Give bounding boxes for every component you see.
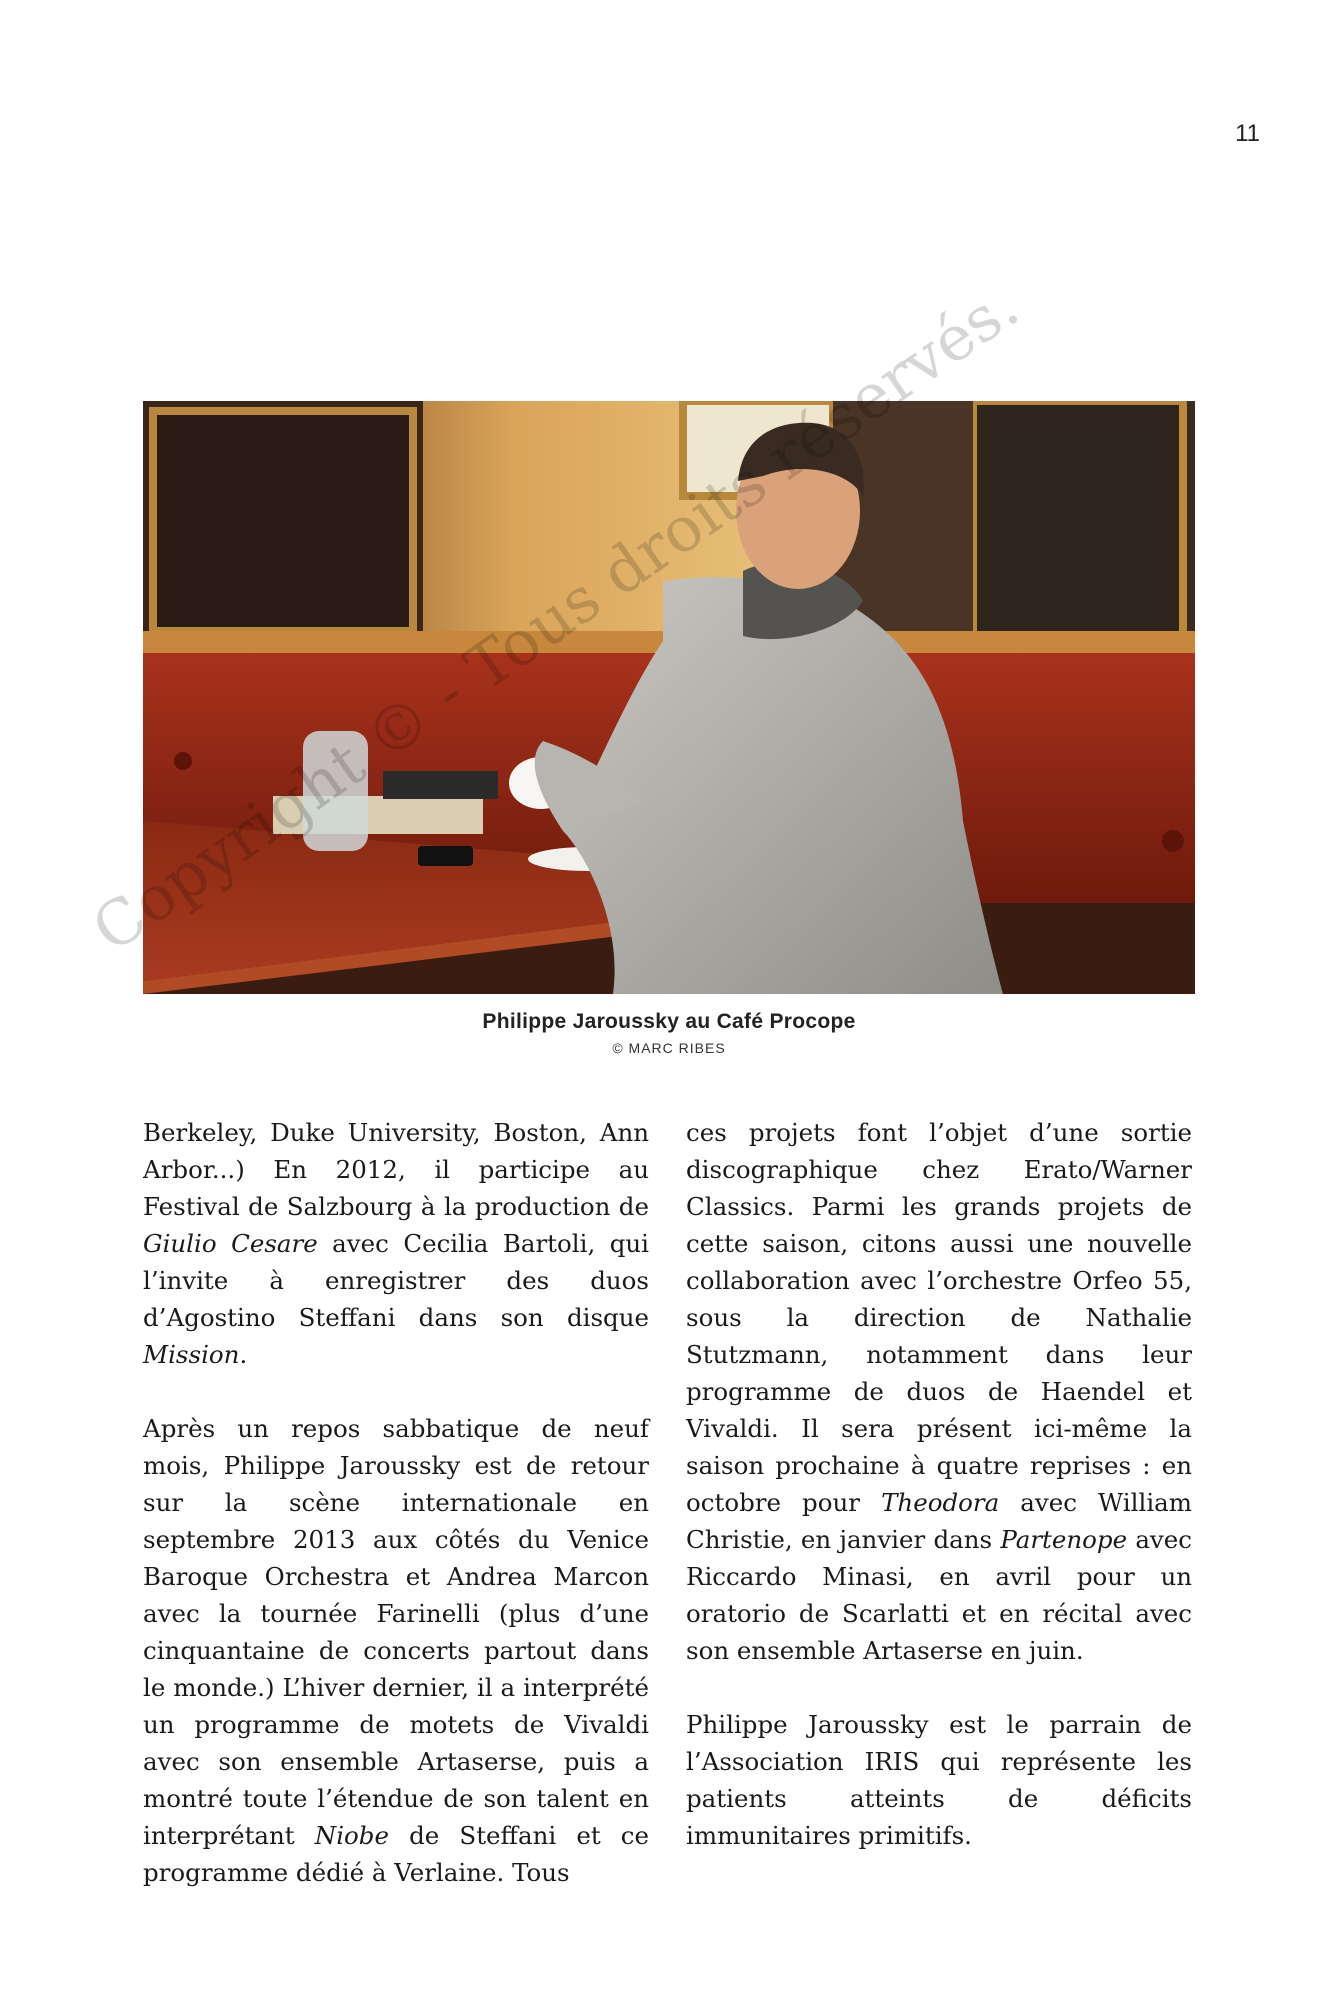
text-run: Berkeley, Duke University, Boston, Ann Arbor...) En 2012, il participe au Festival de Salzbourg à la production de [143,1118,649,1221]
left-text-column [143,1114,649,1891]
text-run: avec Cecilia Bartoli, qui l’invite à enregistrer des duos d’Agostino Steffani dans son disque [143,1229,650,1332]
italic-title: Giulio Cesare [143,1229,318,1258]
right-text-column [686,1114,1192,1854]
text-run: . [239,1340,248,1369]
photo-caption: Philippe Jaroussky au Café Procope [482,1010,856,1033]
italic-title: Partenope [1000,1525,1128,1554]
text-run: avec Riccardo Minasi, en avril pour un oratorio de Scarlatti et en récital avec son ensemble Artaserse en juin. [686,1525,1192,1665]
right-paragraph-1 [686,1114,1192,1669]
italic-title: Theodora [881,1488,1000,1517]
portrait-photo [143,401,1195,994]
photo-credit: © MARC RIBES [612,1040,726,1056]
italic-title: Mission [143,1340,240,1369]
italic-title: Niobe [314,1821,389,1850]
text-run: avec William Christie, en janvier dans [686,1488,1192,1554]
text-run: Après un repos sabbatique de neuf mois, Philippe Jaroussky est de retour sur la scène internationale en septembre 2013 aux côtés du Venice Baroque Orchestra et Andrea Marcon avec la tournée Farinelli (plus d’une cinquantaine de concerts partout dans le monde.) L’hiver dernier, il a interprété un programme de motets de Vivaldi avec son ensemble Artaserse, puis a montré toute l’étendue de son talent en interprétant [143,1414,649,1850]
right-paragraph-2 [686,1706,1192,1854]
page-number: 11 [1235,120,1260,147]
left-paragraph-1 [143,1114,649,1373]
left-paragraph-2 [143,1410,649,1891]
text-run: de Steffani et ce programme dédié à Verlaine. Tous [143,1821,650,1887]
text-run: ces projets font l’objet d’une sortie discographique chez Erato/Warner Classics. Parmi les grands projets de cette saison, citons aussi une nouvelle collaboration avec l’orchestre Orfeo 55, sous la direction de Nathalie Stutzmann, notamment dans leur programme de duos de Haendel et Vivaldi. Il sera présent ici-même la saison prochaine à quatre reprises : en octobre pour [686,1118,1192,1517]
copyright-watermark: réservés. [753,269,1032,494]
text-run: Philippe Jaroussky est le parrain de l’Association IRIS qui représente les patients atteints de déficits immunitaires primitifs. [686,1710,1192,1850]
